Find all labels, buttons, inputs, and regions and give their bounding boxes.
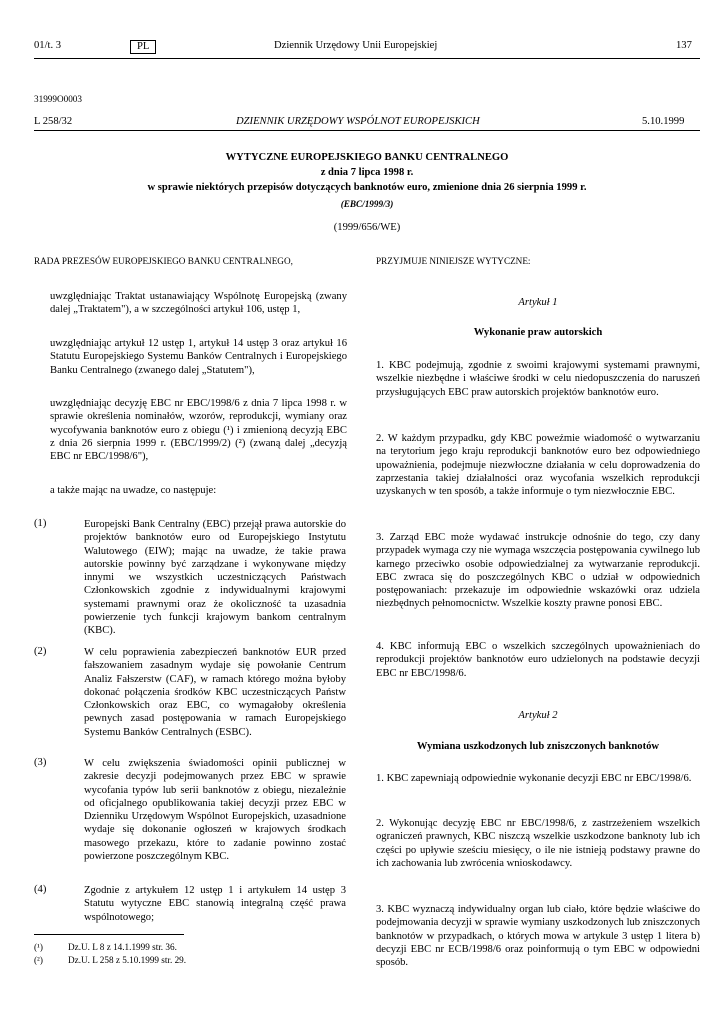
article-1-para-4: 4. KBC informują EBC o wszelkich szczególnych upoważnieniach do reprodukcji projektów banknotów euro udzielonych na podstawie decyzji EBC nr EBC/1998/6. bbox=[376, 641, 700, 679]
article-1-para-1: 1. KBC podejmują, zgodnie z swoimi krajowymi systemami prawnymi, wszelkie niezbędne i właściwe środki w celu niedopuszczenia do naruszeń przysługujących EBC praw autorskich projektów banknotów euro. bbox=[376, 360, 700, 398]
oj-date: 5.10.1999 bbox=[642, 116, 685, 127]
council-intro: RADA PREZESÓW EUROPEJSKIEGO BANKU CENTRALNEGO, bbox=[34, 256, 293, 266]
recital-number: (3) bbox=[34, 757, 47, 768]
footnote-text: Dz.U. L 258 z 5.10.1999 str. 29. bbox=[68, 955, 187, 965]
article-2-heading: Artykuł 2 bbox=[518, 710, 558, 721]
header-rule bbox=[34, 58, 700, 59]
doc-title: WYTYCZNE EUROPEJSKIEGO BANKU CENTRALNEGO bbox=[225, 152, 509, 163]
article-1-para-2: 2. W każdym przypadku, gdy KBC poweźmie wiadomość o wytwarzaniu na terytorium jego kraju reprodukcji banknotów euro bez odpowiedniego upoważnienia, podejmuje niezwłoczne działania w celu doprowadzenia do zaprzestania takiej działalności oraz wycofania wszelkich reprodukcji uzyskanych w ten sposób, a także informuje o tym niezwłocznie EBC. bbox=[376, 433, 700, 498]
footnote-1 bbox=[34, 942, 177, 952]
footnote-mark: (²) bbox=[34, 955, 43, 965]
recital-whereas: a także mając na uwadze, co następuje: bbox=[50, 485, 217, 496]
recital-number: (1) bbox=[34, 518, 47, 529]
adopts-intro: PRZYJMUJE NINIEJSZE WYTYCZNE: bbox=[376, 256, 531, 266]
article-2-title: Wymiana uszkodzonych lub zniszczonych banknotów bbox=[416, 741, 660, 752]
recital-decision: uwzględniając decyzję EBC nr EBC/1998/6 z dnia 7 lipca 1998 r. w sprawie określenia nominałów, wzorów, reprodukcji, wymiany oraz wycofywania banknotów euro z obiegu (¹) i zmienioną decyzją EBC z dnia 26 sierpnia 1999 r. (EBC/1999/2) (²) (zwaną dalej „decyzją EBC nr EBC/1998/6"), bbox=[50, 398, 347, 463]
article-1-title: Wykonanie praw autorskich bbox=[473, 327, 603, 338]
article-2-para-1: 1. KBC zapewniają odpowiednie wykonanie decyzji EBC nr EBC/1998/6. bbox=[376, 773, 692, 784]
recital-number: (4) bbox=[34, 884, 47, 895]
recital-number: (2) bbox=[34, 646, 47, 657]
recital-text: W celu poprawienia zabezpieczeń banknotów EUR przed fałszowaniem zasadnym wydaje się powołanie Centrum Analiz Fałszerstw (CAF), w ramach którego można byłoby dokonać połączenia środków KBC uczestniczących Państw Członkowskich oraz EBC, co wymagałoby określenia pewnych zasad postępowania w ramach Europejskiego Systemu Banków Centralnych (ESBC). bbox=[84, 647, 346, 738]
celex-number: 31999O0003 bbox=[34, 94, 82, 104]
doc-date: z dnia 7 lipca 1998 r. bbox=[320, 167, 414, 178]
footnote-mark: (¹) bbox=[34, 942, 43, 952]
article-2-para-3: 3. KBC wyznaczą indywidualny organ lub ciało, które będzie właściwe do podejmowania decyzji w sprawie wymiany uszkodzonych lub zniszczonych banknotów w przypadkach, o których mowa w artykule 3 ustęp 1 litera b) decyzji EBC nr ECB/1998/6 oraz poinformują o tym EBC w odpowiedni sposób. bbox=[376, 904, 700, 969]
footnote-2 bbox=[34, 955, 187, 965]
oj-reference: L 258/32 bbox=[34, 116, 73, 127]
recital-text: Zgodnie z artykułem 12 ustęp 1 i artykułem 14 ustęp 3 Statutu wytyczne EBC stanowią integralną część prawa wspólnotowego; bbox=[84, 885, 346, 923]
doc-reference: (1999/656/WE) bbox=[333, 222, 401, 233]
recital-text: Europejski Bank Centralny (EBC) przejął prawa autorskie do projektów banknotów euro od Europejskiego Instytutu Walutowego (EIW); mając na uwadze, że takie prawa autorskie powinny być zarządzane i wykonywane między innymi we wszystkich uczestniczących Państwach Członkowskich zgodnie z indywidualnymi krajowymi systemami prawnymi oraz że okoliczność ta uzasadnia powierzenie tych funkcji krajowym bankom centralnym (KBC). bbox=[84, 519, 346, 637]
page-number: 137 bbox=[676, 40, 692, 51]
recital-text: W celu zwiększenia świadomości opinii publicznej w zakresie decyzji podejmowanych przez EBC w sprawie wycofania typów lub serii banknotów z obiegu, niezależnie od oficjalnego opublikowania takiej decyzji przez EBC w Dzienniku Urzędowym Wspólnot Europejskich, uzasadnione wydaje się dokonanie ogłoszeń w krajowych środkach masowego przekazu, które to zadanie powinno zostać powierzone poszczególnym KBC. bbox=[84, 758, 346, 863]
footnote-text: Dz.U. L 8 z 14.1.1999 str. 36. bbox=[68, 942, 177, 952]
recital-statute: uwzględniając artykuł 12 ustęp 1, artykuł 14 ustęp 3 oraz artykuł 16 Statutu Europejskiego Systemu Banków Centralnych i Europejskiego Banku Centralnego (zwanego dalej „Statutem"), bbox=[50, 338, 347, 376]
doc-code: (EBC/1999/3) bbox=[340, 199, 394, 209]
recital-treaty: uwzględniając Traktat ustanawiający Wspólnotę Europejską (zwany dalej „Traktatem"), a w szczególności artykuł 106, ustęp 1, bbox=[50, 291, 347, 316]
doc-subject: w sprawie niektórych przepisów dotyczących banknotów euro, zmienione dnia 26 sierpnia 1999 r. bbox=[147, 182, 587, 193]
language-badge: PL bbox=[130, 40, 156, 54]
volume-number: 01/t. 3 bbox=[34, 40, 62, 51]
oj-journal-title: DZIENNIK URZĘDOWY WSPÓLNOT EUROPEJSKICH bbox=[236, 116, 480, 127]
article-1-para-3: 3. Zarząd EBC może wydawać instrukcje odnośnie do tego, czy dany przypadek wymaga czy nie wymaga wszczęcia postępowania cywilnego lub karnego przeciwko osobie odpowiedzialnej za wytwarzanie reprodukcji. EBC zwraca się do poszczególnych KBC o udział w odpowiednich postępowaniach: przekazuje im odpowiednie wskazówki oraz udziela niezbędnych pełnomocnictw. Wszelkie koszty prawne ponosi EBC. bbox=[376, 532, 700, 610]
subheader-rule bbox=[34, 130, 700, 131]
article-1-heading: Artykuł 1 bbox=[518, 297, 558, 308]
footnote-rule bbox=[34, 934, 184, 935]
article-2-para-2: 2. Wykonując decyzję EBC nr EBC/1998/6, z zastrzeżeniem wszelkich ograniczeń prawnych, KBC niszczą wszelkie uszkodzone banknoty lub ich części po upływie sześciu miesięcy, o ile nie istnieją podstawy prawne do ich zachowania lub zwrócenia wnioskodawcy. bbox=[376, 818, 700, 869]
journal-title: Dziennik Urzędowy Unii Europejskiej bbox=[274, 40, 438, 51]
